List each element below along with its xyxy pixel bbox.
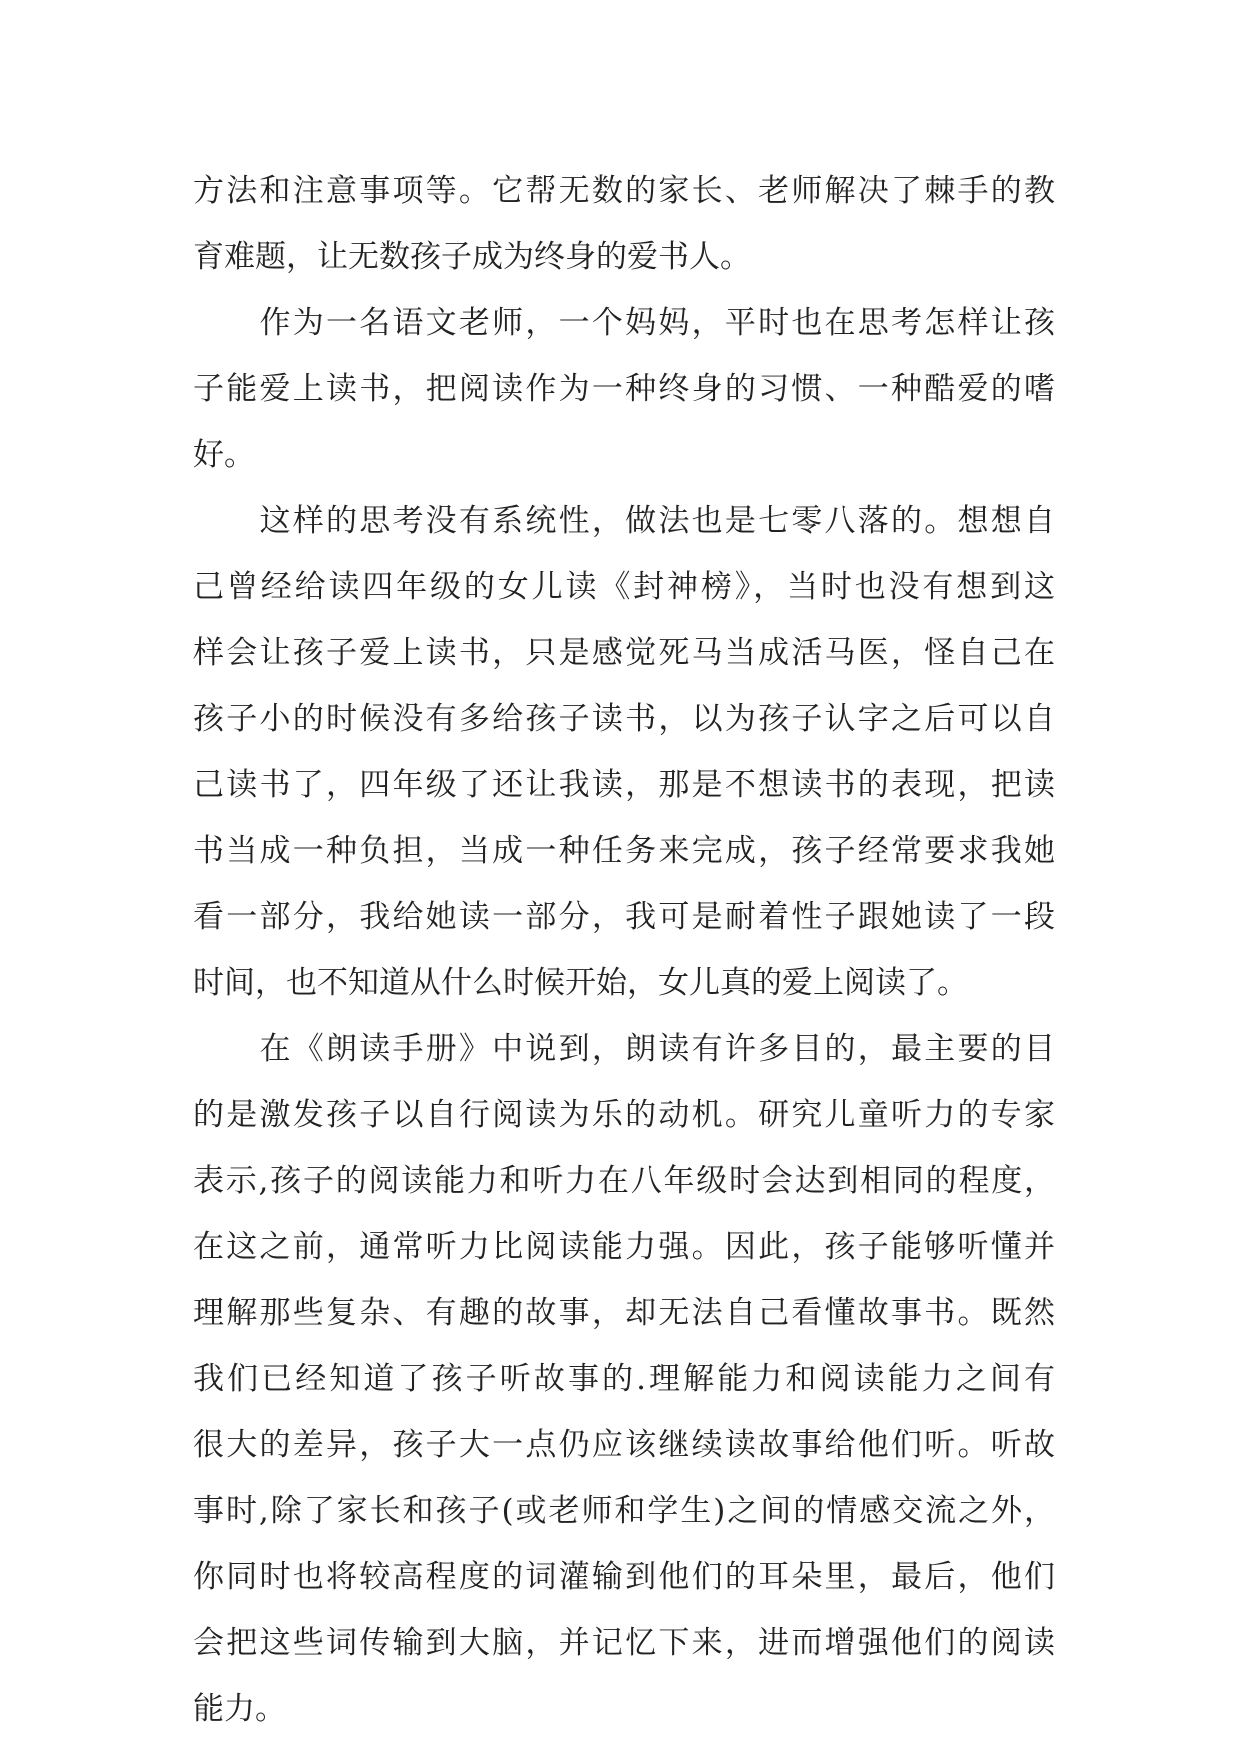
text-line: 好。: [193, 437, 255, 473]
text-line: 书当成一种负担，当成一种任务来完成，孩子经常要求我她: [193, 833, 1055, 869]
text-line: 样会让孩子爱上读书，只是感觉死马当成活马医，怪自己在: [193, 635, 1055, 671]
text-line: 在《朗读手册》中说到，朗读有许多目的，最主要的目: [193, 1031, 1055, 1067]
text-line: 我们已经知道了孩子听故事的.理解能力和阅读能力之间有: [193, 1361, 1055, 1397]
text-line: 事时,除了家长和孩子(或老师和学生)之间的情感交流之外，: [193, 1493, 1055, 1529]
text-line: 会把这些词传输到大脑，并记忆下来，进而增强他们的阅读: [193, 1625, 1055, 1661]
text-line: 时间，也不知道从什么时候开始，女儿真的爱上阅读了。: [193, 965, 968, 1001]
text-line: 育难题，让无数孩子成为终身的爱书人。: [193, 239, 751, 275]
text-line: 的是激发孩子以自行阅读为乐的动机。研究儿童听力的专家: [193, 1097, 1055, 1133]
text-line: 你同时也将较高程度的词灌输到他们的耳朵里，最后，他们: [193, 1559, 1055, 1595]
text-line: 看一部分，我给她读一部分，我可是耐着性子跟她读了一段: [193, 899, 1055, 935]
text-line: 己读书了，四年级了还让我读，那是不想读书的表现，把读: [193, 767, 1055, 803]
text-line: 理解那些复杂、有趣的故事，却无法自己看懂故事书。既然: [193, 1295, 1055, 1331]
text-line: 方法和注意事项等。它帮无数的家长、老师解决了棘手的教: [193, 173, 1055, 209]
text-line: 作为一名语文老师，一个妈妈，平时也在思考怎样让孩: [193, 305, 1055, 341]
text-line: 子能爱上读书，把阅读作为一种终身的习惯、一种酷爱的嗜: [193, 371, 1055, 407]
text-line: 很大的差异，孩子大一点仍应该继续读故事给他们听。听故: [193, 1427, 1055, 1463]
document-body: [193, 158, 1055, 1742]
text-line: 己曾经给读四年级的女儿读《封神榜》，当时也没有想到这: [193, 569, 1055, 605]
text-line: 这样的思考没有系统性，做法也是七零八落的。想想自: [193, 503, 1055, 539]
text-line: 孩子小的时候没有多给孩子读书，以为孩子认字之后可以自: [193, 701, 1055, 737]
text-line: 能力。: [193, 1691, 286, 1727]
text-line: 在这之前，通常听力比阅读能力强。因此，孩子能够听懂并: [193, 1229, 1055, 1265]
text-line: 表示,孩子的阅读能力和听力在八年级时会达到相同的程度，: [193, 1163, 1055, 1199]
